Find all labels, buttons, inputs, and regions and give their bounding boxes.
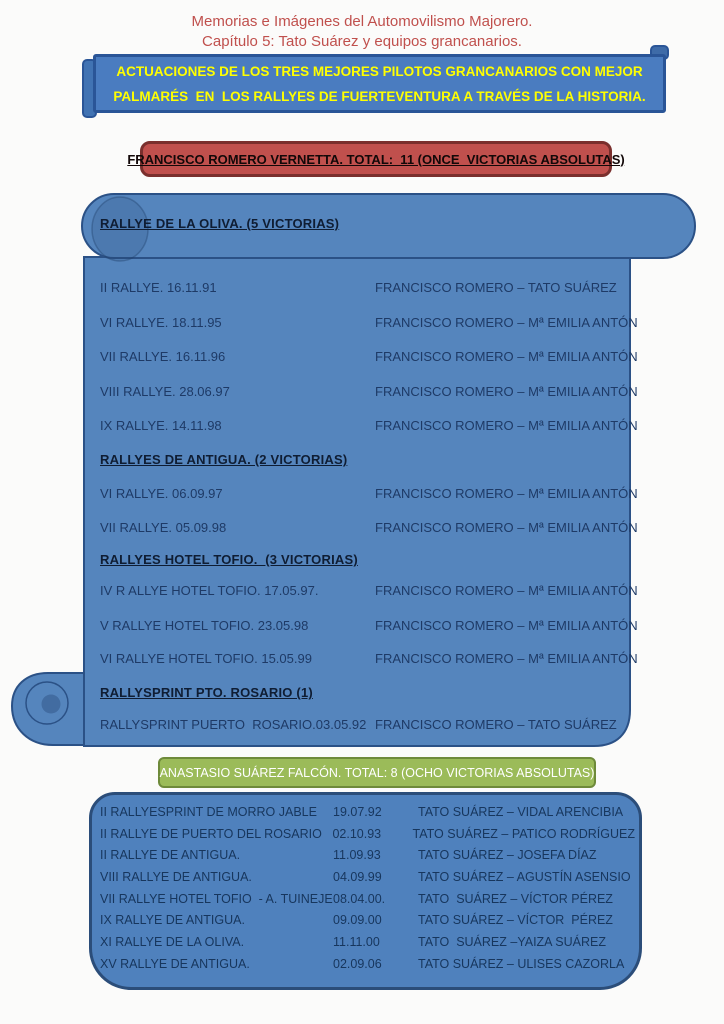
date-label: 11.11.00 xyxy=(333,934,380,949)
section-heading: RALLYE DE LA OLIVA. (5 VICTORIAS) xyxy=(100,216,340,231)
title-banner-line1: ACTUACIONES DE LOS TRES MEJORES PILOTOS GRANCANARIOS CON MEJOR xyxy=(116,63,643,79)
table-row xyxy=(100,823,635,845)
crew-label: FRANCISCO ROMERO – Mª EMILIA ANTÓN xyxy=(375,418,638,433)
event-label: II RALLYE DE PUERTO DEL ROSARIO xyxy=(100,826,322,841)
date-label: 04.09.99 xyxy=(333,869,382,884)
date-label: 09.09.00 xyxy=(333,913,382,928)
date-label: 08.04.00. xyxy=(333,891,386,906)
driver2-banner xyxy=(158,757,596,788)
scroll-results xyxy=(100,0,638,760)
result-row xyxy=(100,583,638,601)
result-row xyxy=(100,384,638,402)
event-label: VI RALLYE. 18.11.95 xyxy=(100,315,222,330)
table-row xyxy=(100,931,635,953)
crew-label: TATO SUÁREZ – JOSEFA DÍAZ xyxy=(418,848,597,863)
event-label: VIII RALLYE. 28.06.97 xyxy=(100,384,230,399)
crew-label: TATO SUÁREZ – AGUSTÍN ASENSIO xyxy=(418,869,631,884)
event-label: RALLYSPRINT PUERTO ROSARIO.03.05.92 xyxy=(100,717,367,732)
table-row xyxy=(100,801,635,823)
crew-label: FRANCISCO ROMERO – Mª EMILIA ANTÓN xyxy=(375,651,638,666)
event-label: IV R ALLYE HOTEL TOFIO. 17.05.97. xyxy=(100,583,319,598)
crew-label: TATO SUÁREZ –YAIZA SUÁREZ xyxy=(418,934,607,949)
date-label: 19.07.92 xyxy=(333,804,382,819)
event-label: II RALLYE. 16.11.91 xyxy=(100,280,217,295)
result-row xyxy=(100,651,638,669)
crew-label: TATO SUÁREZ – PATICO RODRÍGUEZ xyxy=(412,826,635,841)
result-row xyxy=(100,618,638,636)
event-label: VII RALLYE. 05.09.98 xyxy=(100,520,227,535)
event-label: VI RALLYE HOTEL TOFIO. 15.05.99 xyxy=(100,651,312,666)
section-heading: RALLYES DE ANTIGUA. (2 VICTORIAS) xyxy=(100,452,348,467)
table-row xyxy=(100,909,635,931)
date-label: 11.09.93 xyxy=(333,848,381,863)
result-row xyxy=(100,280,632,298)
crew-label: FRANCISCO ROMERO – Mª EMILIA ANTÓN xyxy=(375,384,638,399)
event-label: VI RALLYE. 06.09.97 xyxy=(100,486,223,501)
event-label: VIII RALLYE DE ANTIGUA. xyxy=(100,869,252,884)
event-label: XI RALLYE DE LA OLIVA. xyxy=(100,934,245,949)
event-label: II RALLYE DE ANTIGUA. xyxy=(100,848,241,863)
event-label: II RALLYESPRINT DE MORRO JABLE xyxy=(100,804,317,819)
title-banner-line2: PALMARÉS EN LOS RALLYES DE FUERTEVENTURA A TRAVÉS DE LA HISTORIA. xyxy=(113,88,646,104)
table-row xyxy=(100,888,635,910)
crew-label: TATO SUÁREZ – VIDAL ARENCIBIA xyxy=(418,804,624,819)
doc-title-line1: Memorias e Imágenes del Automovilismo Majorero. xyxy=(191,13,533,30)
driver1-banner-label: FRANCISCO ROMERO VERNETTA. TOTAL: 11 (ONCE VICTORIAS ABSOLUTAS) xyxy=(127,151,625,167)
result-row xyxy=(100,349,638,367)
event-label: IX RALLYE DE ANTIGUA. xyxy=(100,913,245,928)
crew-label: FRANCISCO ROMERO – Mª EMILIA ANTÓN xyxy=(375,315,638,330)
table-row xyxy=(100,866,635,888)
scroll-curl-core xyxy=(42,695,61,714)
table-row xyxy=(100,953,635,975)
table-row xyxy=(100,844,635,866)
bottom-results-rows xyxy=(100,801,635,975)
crew-label: FRANCISCO ROMERO – Mª EMILIA ANTÓN xyxy=(375,583,638,598)
section-heading: RALLYSPRINT PTO. ROSARIO (1) xyxy=(100,685,313,700)
event-label: XV RALLYE DE ANTIGUA. xyxy=(100,956,250,971)
crew-label: FRANCISCO ROMERO – TATO SUÁREZ xyxy=(375,280,617,295)
result-row xyxy=(100,717,632,735)
doc-title-line2: Capítulo 5: Tato Suárez y equipos grancanarios. xyxy=(202,33,522,50)
result-row xyxy=(100,418,638,436)
event-label: VII RALLYE. 16.11.96 xyxy=(100,349,226,364)
section-heading: RALLYES HOTEL TOFIO. (3 VICTORIAS) xyxy=(100,552,358,567)
event-label: V RALLYE HOTEL TOFIO. 23.05.98 xyxy=(100,618,309,633)
crew-label: FRANCISCO ROMERO – Mª EMILIA ANTÓN xyxy=(375,520,638,535)
result-row xyxy=(100,315,638,333)
crew-label: FRANCISCO ROMERO – Mª EMILIA ANTÓN xyxy=(375,486,638,501)
driver2-banner-label: ANASTASIO SUÁREZ FALCÓN. TOTAL: 8 (OCHO VICTORIAS ABSOLUTAS) xyxy=(159,765,595,780)
result-row xyxy=(100,486,638,504)
crew-label: TATO SUÁREZ – VÍCTOR PÉREZ xyxy=(418,891,613,906)
date-label: 02.09.06 xyxy=(333,956,382,971)
date-label: 02.10.93 xyxy=(328,826,382,841)
crew-label: TATO SUÁREZ – VÍCTOR PÉREZ xyxy=(418,913,613,928)
crew-label: FRANCISCO ROMERO – TATO SUÁREZ xyxy=(375,717,617,732)
result-row xyxy=(100,520,638,538)
event-label: VII RALLYE HOTEL TOFIO - A. TUINEJE xyxy=(100,891,333,906)
crew-label: FRANCISCO ROMERO – Mª EMILIA ANTÓN xyxy=(375,349,638,364)
crew-label: FRANCISCO ROMERO – Mª EMILIA ANTÓN xyxy=(375,618,638,633)
event-label: IX RALLYE. 14.11.98 xyxy=(100,418,222,433)
crew-label: TATO SUÁREZ – ULISES CAZORLA xyxy=(418,956,625,971)
